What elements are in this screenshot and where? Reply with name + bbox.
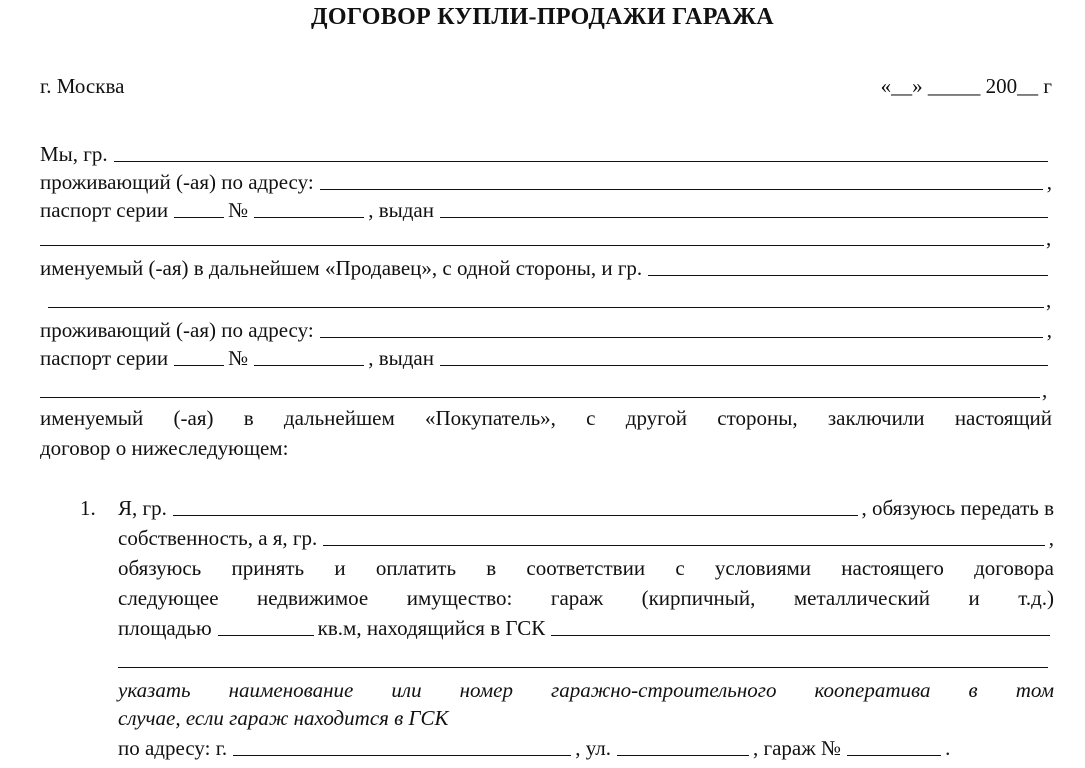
item1-buyer-field[interactable] [323,525,1044,546]
item1-gsk-label: кв.м, находящийся в ГСК [317,616,546,640]
contract-about-line [40,432,1052,460]
item1-gsk-field[interactable] [551,615,1050,636]
contract-date: «__» _____ 200__ г [880,74,1052,98]
passport-number-field[interactable] [254,197,364,218]
number-sign: № [228,198,249,222]
seller-issuer-continuation-field[interactable] [40,244,1044,246]
item1-address-line [118,732,1054,760]
passport-number-field[interactable] [254,345,364,366]
residing-label: проживающий (-ая) по адресу: [40,170,314,194]
city: г. Москва [40,74,125,98]
seller-address-field[interactable] [320,169,1043,190]
item1-garage-number-field[interactable] [847,735,941,756]
passport-series-field[interactable] [174,345,224,366]
seller-passport-line [40,194,1052,222]
number-sign: № [228,346,249,370]
item1-line4 [118,582,1054,610]
seller-named-label: именуемый (-ая) в дальнейшем «Продавец», с одной стороны, и гр. [40,256,643,280]
buyer-named-line [40,402,1052,430]
issued-label: , выдан [368,198,434,222]
item1-area-field[interactable] [218,615,314,636]
item1-gsk-hint-cont: случае, если гараж находится в ГСК [118,706,449,730]
residing-label: проживающий (-ая) по адресу: [40,318,314,342]
seller-address-line [40,166,1052,194]
seller-name-field[interactable] [114,141,1048,162]
item1-street-field[interactable] [617,735,749,756]
contract-about-label: договор о нижеследующем: [40,436,289,460]
item1-italic-line1 [118,674,1054,702]
item1-city-field[interactable] [233,735,571,756]
we-label: Мы, гр. [40,142,108,166]
item1-seller-field[interactable] [173,495,858,516]
item1-line3 [118,552,1054,580]
comma: , [1048,526,1054,550]
parties-line [40,138,1052,166]
comma: , [1046,288,1052,312]
item1-transfer-label: , обязуюсь передать в [861,496,1054,520]
item1-property-text: следующее недвижимое имущество: гараж (кирпичный, металлический и т.д.) [118,586,1054,610]
seller-named-line [40,252,1052,280]
passport-series-label: паспорт серии [40,198,169,222]
item1-line5 [118,612,1054,640]
passport-issuer-field[interactable] [440,345,1048,366]
item1-line2 [118,522,1054,550]
buyer-name-field[interactable] [648,255,1048,276]
item1-ownership-label: собственность, а я, гр. [118,526,318,550]
passport-series-label: паспорт серии [40,346,169,370]
document-title: ДОГОВОР КУПЛИ-ПРОДАЖИ ГАРАЖА [311,4,774,30]
item1-garage-label: , гараж № [753,736,842,760]
buyer-address-line [40,314,1052,342]
item1-italic-line2 [118,702,1054,730]
item1-accept-text: обязуюсь принять и оплатить в соответствии с условиями настоящего договора [118,556,1054,580]
passport-series-field[interactable] [174,197,224,218]
city-date-line [40,70,1052,98]
item-number: 1. [80,496,96,520]
item1-line1 [118,492,1054,520]
item1-gsk-continuation-field[interactable] [118,666,1048,668]
passport-issuer-field[interactable] [440,197,1048,218]
item1-address-label: по адресу: г. [118,736,228,760]
item1-gsk-hint: указать наименование или номер гаражно-строительного кооператива в том [118,678,1054,702]
buyer-issuer-continuation-field[interactable] [40,396,1040,398]
comma: , [1042,378,1048,402]
buyer-named-label: именуемый (-ая) в дальнейшем «Покупатель», с другой стороны, заключили настоящий [40,406,1052,430]
buyer-passport-line [40,342,1052,370]
buyer-name-continuation-field[interactable] [48,306,1044,308]
issued-label: , выдан [368,346,434,370]
item1-street-label: , ул. [575,736,611,760]
buyer-address-field[interactable] [320,317,1043,338]
comma: , [1046,170,1052,194]
comma: , [1046,318,1052,342]
period: . [945,736,951,760]
item1-area-label: площадью [118,616,212,640]
comma: , [1046,226,1052,250]
item1-i-label: Я, гр. [118,496,167,520]
